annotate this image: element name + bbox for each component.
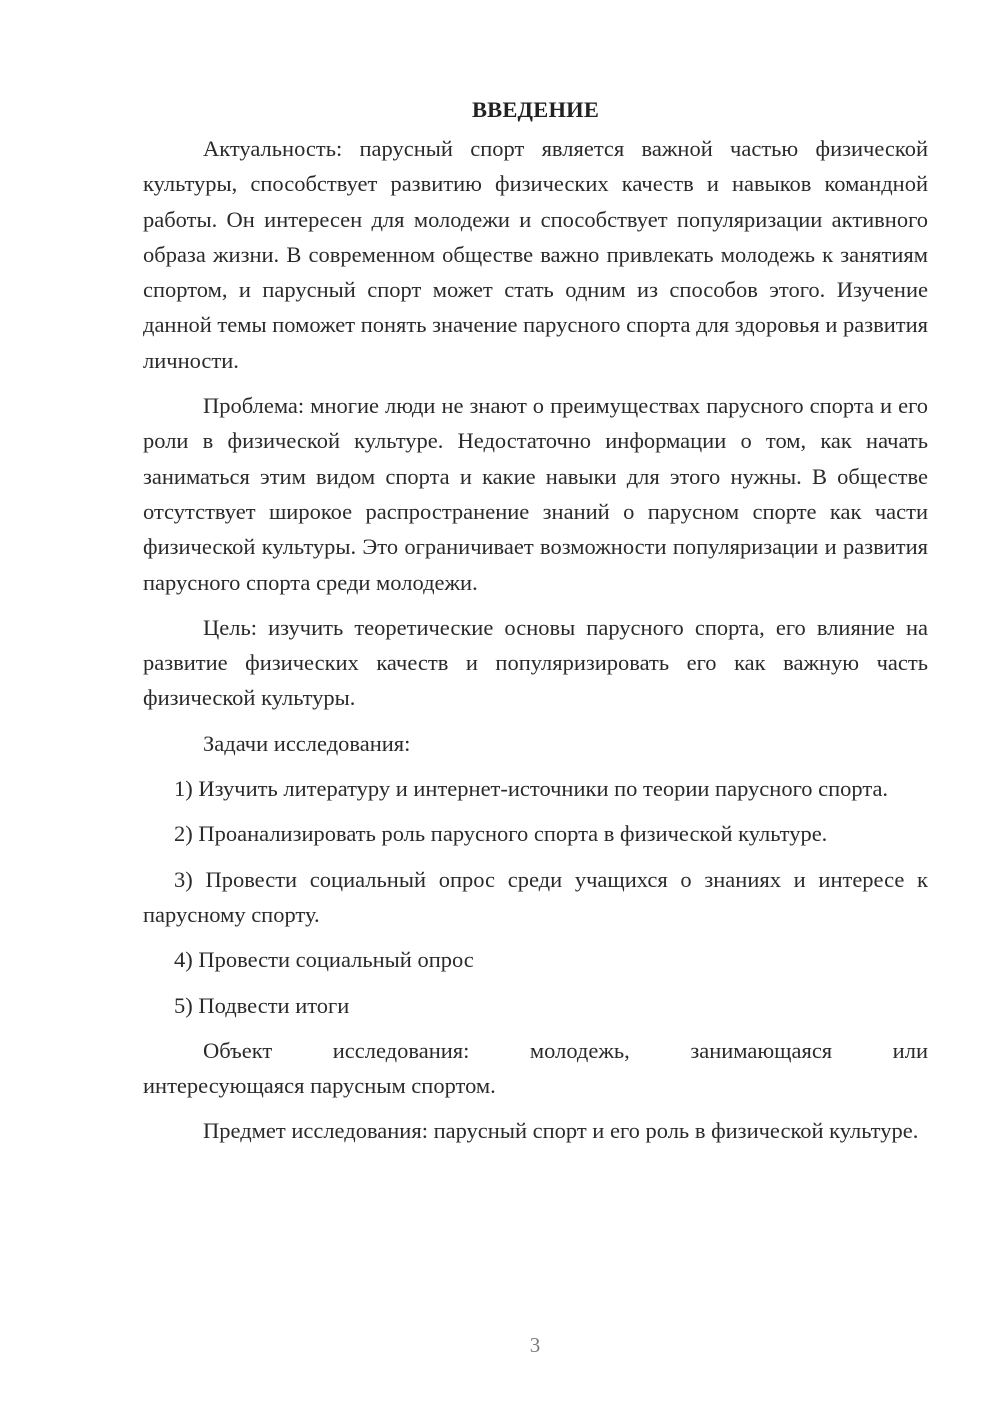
subject-paragraph: Предмет исследования: парусный спорт и его роль в физической культуре.	[203, 1118, 919, 1144]
task-item-1: 1) Изучить литературу и интернет-источники по теории парусного спорта.	[174, 776, 889, 802]
document-body	[143, 92, 928, 1159]
task-item-4: 4) Провести социальный опрос	[174, 947, 474, 973]
tasks-heading: Задачи исследования:	[203, 730, 411, 756]
task-item-2: 2) Проанализировать роль парусного спорта в физической культуре.	[174, 821, 828, 847]
problem-paragraph: Проблема: многие люди не знают о преимуществах парусного спорта и его роли в физической культуре. Недостаточно информации о том, как начать заниматься этим видом спорта и какие навыки для этого нужны. В обществе отсутствует широкое распространение знаний о парусном спорте как части физической культуры. Это ограничивает возможности популяризации и развития парусного спорта среди молодежи.	[143, 393, 928, 595]
page-number: 3	[529, 1333, 541, 1357]
object-paragraph	[143, 1033, 928, 1104]
object-line-2: интересующаяся парусным спортом.	[143, 1073, 496, 1099]
task-item-3: 3) Провести социальный опрос среди учащихся о знаниях и интересе к парусному спорту.	[143, 866, 928, 927]
relevance-paragraph: Актуальность: парусный спорт является важной частью физической культуры, способствует развитию физических качеств и навыков командной работы. Он интересен для молодежи и способствует популяризации активного образа жизни. В современном обществе важно привлекать молодежь к занятиям спортом, и парусный спорт может стать одним из способов этого. Изучение данной темы поможет понять значение парусного спорта для здоровья и развития личности.	[143, 136, 928, 373]
task-item-5: 5) Подвести итоги	[174, 992, 350, 1018]
goal-paragraph: Цель: изучить теоретические основы парусного спорта, его влияние на развитие физических качеств и популяризировать его как важную часть физической культуры.	[143, 614, 928, 711]
object-line-1: Объект исследования: молодежь, занимающаяся или	[203, 1037, 928, 1063]
section-title: ВВЕДЕНИЕ	[471, 97, 600, 122]
